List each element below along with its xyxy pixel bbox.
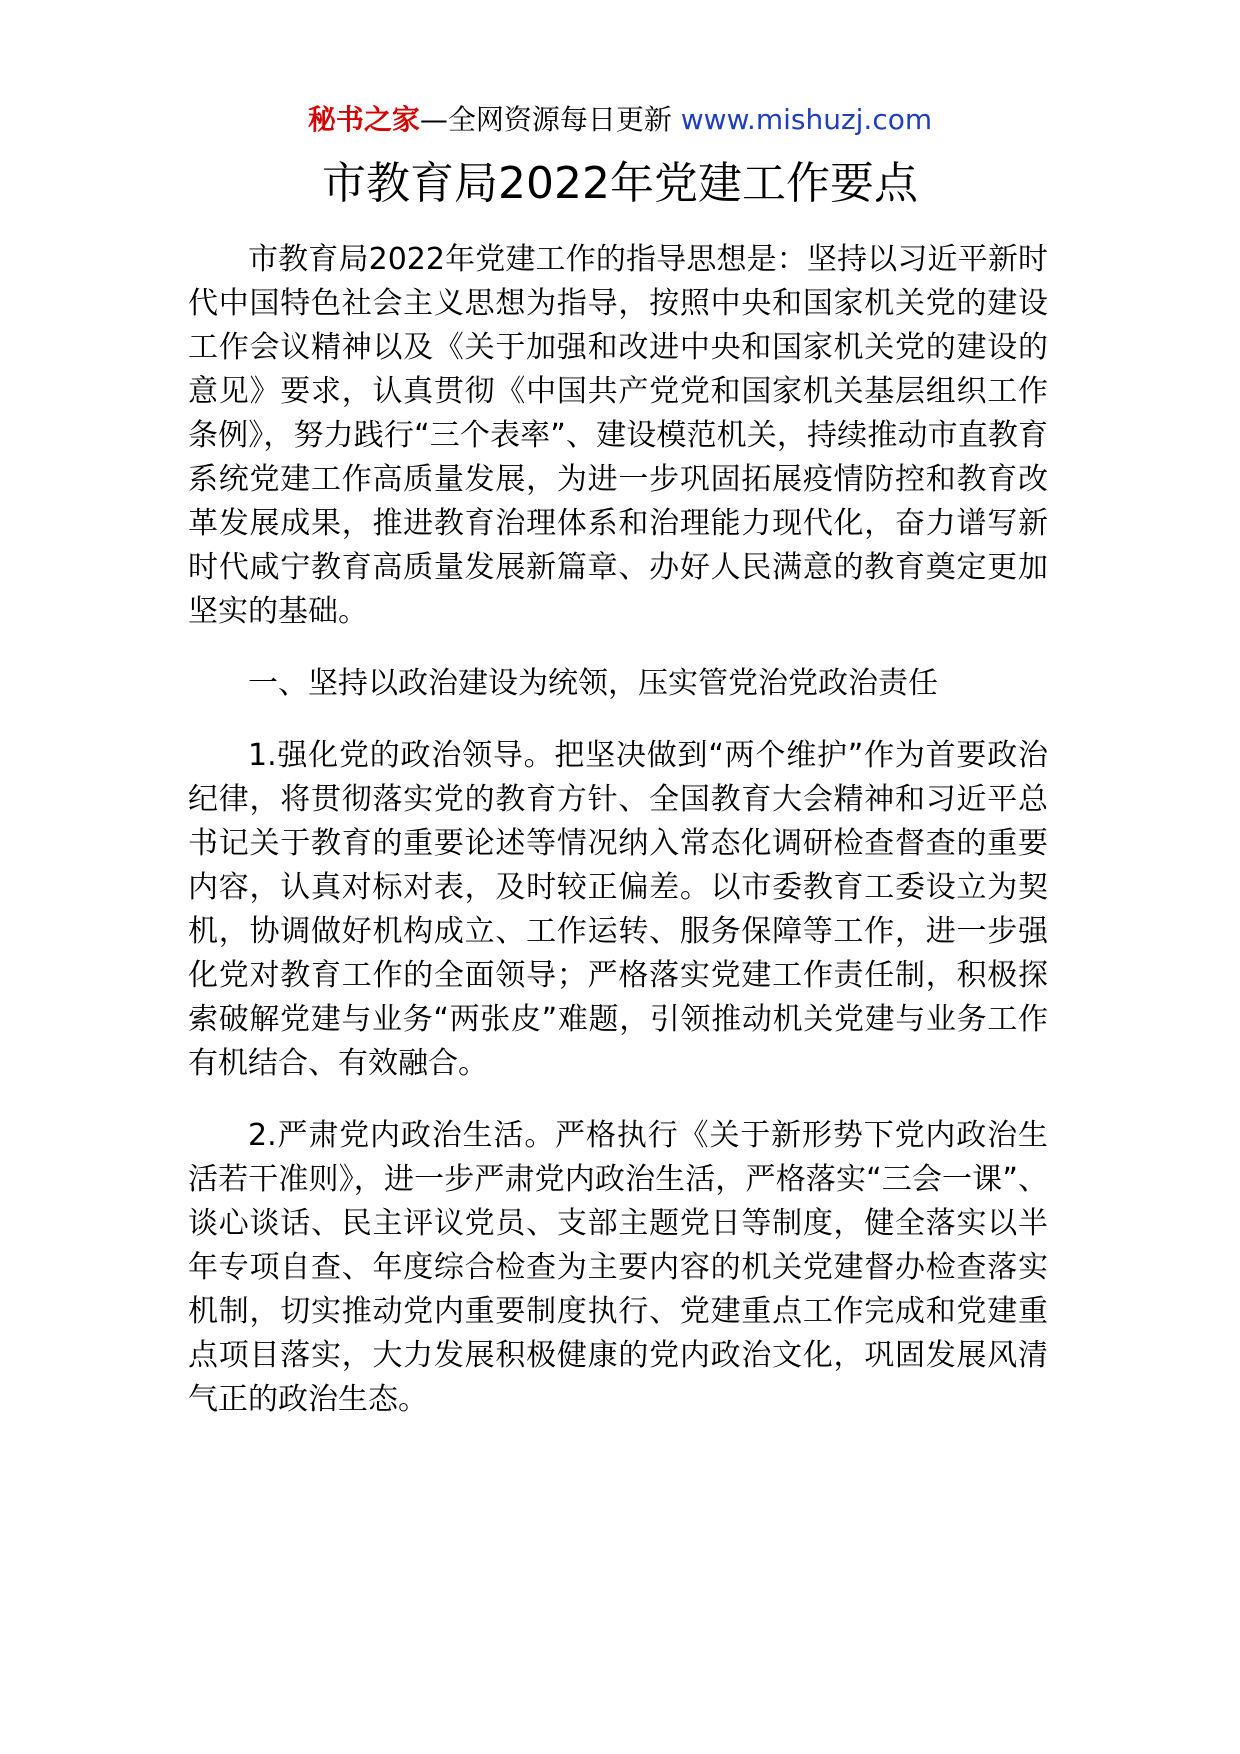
intro-paragraph: 市教育局2022年党建工作的指导思想是：坚持以习近平新时代中国特色社会主义思想为指导，按照中央和国家机关党的建设工作会议精神以及《关于加强和改进中央和国家机关党的建设的意见》要求，认真贯彻《中国共产党党和国家机关基层组织工作条例》，努力践行“三个表率”、建设模范机关，持续推动市直教育系统党建工作高质量发展，为进一步巩固拓展疫情防控和教育改革发展成果，推进教育治理体系和治理能力现代化，奋力谱写新时代咸宁教育高质量发展新篇章、办好人民满意的教育奠定更加坚实的基础。 bbox=[188, 242, 1048, 629]
site-url-link[interactable]: www.mishuzj.com bbox=[680, 103, 933, 136]
header-tagline: —全网资源每日更新 bbox=[419, 103, 681, 136]
document-body bbox=[188, 238, 1048, 1422]
site-header bbox=[0, 100, 1240, 140]
section-heading: 一、坚持以政治建设为统领，压实管党治党政治责任 bbox=[248, 666, 938, 701]
item-2-paragraph: 2.严肃党内政治生活。严格执行《关于新形势下党内政治生活若干准则》，进一步严肃党内政治生活，严格落实“三会一课”、谈心谈话、民主评议党员、支部主题党日等制度，健全落实以半年专项自查、年度综合检查为主要内容的机关党建督办检查落实机制，切实推动党内重要制度执行、党建重点工作完成和党建重点项目落实，大力发展积极健康的党内政治文化，巩固发展风清气正的政治生态。 bbox=[188, 1118, 1048, 1417]
brand-name: 秘书之家 bbox=[307, 103, 420, 136]
item-1-paragraph: 1.强化党的政治领导。把坚决做到“两个维护”作为首要政治纪律，将贯彻落实党的教育方针、全国教育大会精神和习近平总书记关于教育的重要论述等情况纳入常态化调研检查督查的重要内容，认真对标对表，及时较正偏差。以市委教育工委设立为契机，协调做好机构成立、工作运转、服务保障等工作，进一步强化党对教育工作的全面领导；严格落实党建工作责任制，积极探索破解党建与业务“两张皮”难题，引领推动机关党建与业务工作有机结合、有效融合。 bbox=[188, 738, 1048, 1081]
document-title: 市教育局2022年党建工作要点 bbox=[322, 158, 918, 209]
